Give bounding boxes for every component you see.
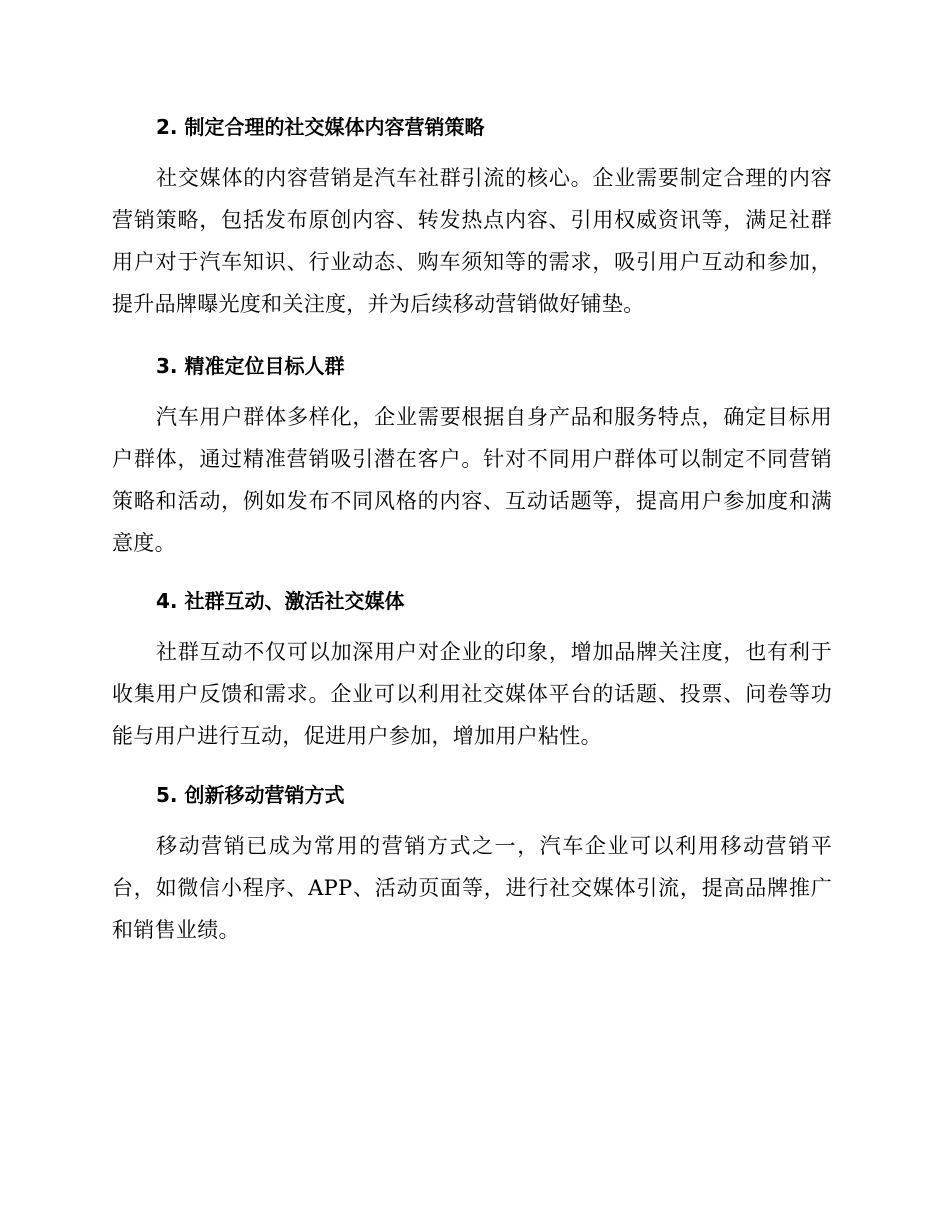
section-mobile-marketing (112, 780, 832, 951)
section-paragraph: 社交媒体的内容营销是汽车社群引流的核心。企业需要制定合理的内容营销策略，包括发布原创内容、转发热点内容、引用权威资讯等，满足社群用户对于汽车知识、行业动态、购车须知等的需求，吸引用户互动和参加，提升品牌曝光度和关注度，并为后续移动营销做好铺垫。 (112, 166, 832, 316)
section-content-strategy (112, 112, 832, 325)
section-target-audience (112, 351, 832, 564)
section-paragraph: 社群互动不仅可以加深用户对企业的印象，增加品牌关注度，也有利于收集用户反馈和需求。企业可以利用社交媒体平台的话题、投票、问卷等功能与用户进行互动，促进用户参加，增加用户粘性。 (112, 640, 832, 748)
section-community-interaction (112, 586, 832, 757)
section-paragraph: 移动营销已成为常用的营销方式之一，汽车企业可以利用移动营销平台，如微信小程序、APP、活动页面等，进行社交媒体引流，提高品牌推广和销售业绩。 (112, 834, 832, 942)
section-heading: 5. 创新移动营销方式 (156, 783, 345, 807)
section-heading: 3. 精准定位目标人群 (156, 354, 345, 378)
section-heading: 4. 社群互动、激活社交媒体 (156, 589, 405, 613)
section-heading: 2. 制定合理的社交媒体内容营销策略 (156, 115, 485, 139)
section-paragraph: 汽车用户群体多样化，企业需要根据自身产品和服务特点，确定目标用户群体，通过精准营销吸引潜在客户。针对不同用户群体可以制定不同营销策略和活动，例如发布不同风格的内容、互动话题等，提高用户参加度和满意度。 (112, 405, 832, 555)
